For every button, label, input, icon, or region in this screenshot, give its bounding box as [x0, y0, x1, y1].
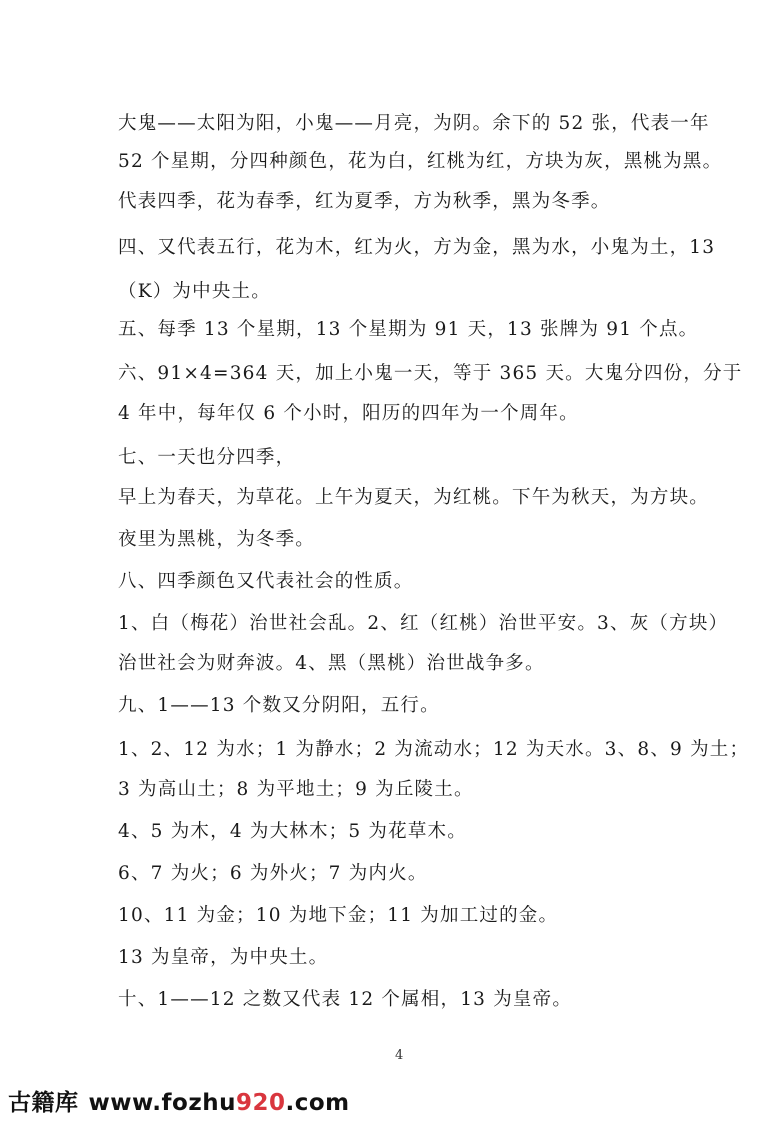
text-line-5: （K）为中央土。	[118, 281, 271, 302]
text-line-7: 六、91×4=364 天，加上小鬼一天，等于 365 天。大鬼分四份，分于	[118, 363, 743, 384]
watermark-site-name: 古籍库	[8, 1090, 79, 1116]
page-number: 4	[395, 1048, 404, 1063]
text-line-2: 52 个星期，分四种颜色，花为白，红桃为红，方块为灰，黑桃为黑。	[118, 151, 723, 172]
watermark-url-prefix: www.fozhu	[88, 1090, 236, 1116]
text-line-20: 10、11 为金；10 为地下金；11 为加工过的金。	[118, 905, 559, 926]
text-line-13: 1、白（梅花）治世社会乱。2、红（红桃）治世平安。3、灰（方块）	[118, 613, 729, 634]
text-line-1: 大鬼——太阳为阳，小鬼——月亮，为阴。余下的 52 张，代表一年	[118, 113, 710, 134]
text-line-11: 夜里为黑桃，为冬季。	[118, 529, 316, 550]
text-line-8: 4 年中，每年仅 6 个小时，阳历的四年为一个周年。	[118, 403, 579, 424]
text-line-12: 八、四季颜色又代表社会的性质。	[118, 571, 414, 592]
text-line-10: 早上为春天，为草花。上午为夏天，为红桃。下午为秋天，为方块。	[118, 487, 710, 508]
text-line-14: 治世社会为财奔波。4、黑（黑桃）治世战争多。	[118, 653, 545, 674]
text-line-21: 13 为皇帝，为中央土。	[118, 947, 329, 968]
text-line-15: 九、1——13 个数又分阴阳，五行。	[118, 695, 440, 716]
text-line-19: 6、7 为火；6 为外火；7 为内火。	[118, 863, 428, 884]
watermark-url-suffix: .com	[285, 1090, 350, 1116]
site-watermark[interactable]	[8, 1084, 350, 1117]
watermark-url-digits: 920	[235, 1090, 286, 1116]
text-line-4: 四、又代表五行，花为木，红为火，方为金，黑为水，小鬼为土，13	[118, 237, 716, 258]
text-line-3: 代表四季，花为春季，红为夏季，方为秋季，黑为冬季。	[118, 191, 611, 212]
text-line-16: 1、2、12 为水；1 为静水；2 为流动水；12 为天水。3、8、9 为土；	[118, 739, 750, 760]
text-line-9: 七、一天也分四季，	[118, 447, 296, 468]
text-line-6: 五、每季 13 个星期，13 个星期为 91 天，13 张牌为 91 个点。	[118, 319, 699, 340]
text-line-22: 十、1——12 之数又代表 12 个属相，13 为皇帝。	[118, 989, 573, 1010]
text-line-18: 4、5 为木，4 为大林木；5 为花草木。	[118, 821, 467, 842]
text-line-17: 3 为高山土；8 为平地土；9 为丘陵土。	[118, 779, 474, 800]
